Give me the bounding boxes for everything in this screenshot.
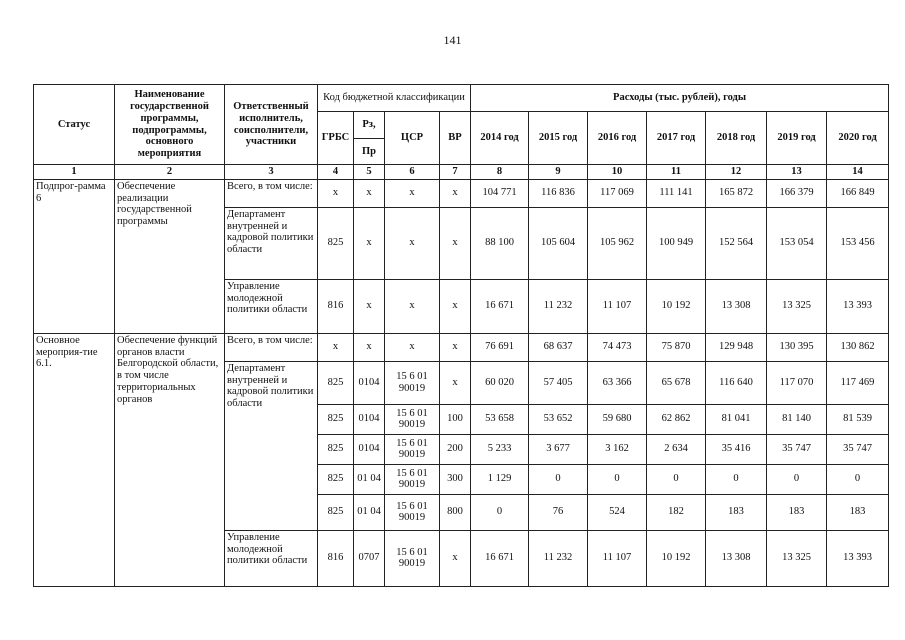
table-row bbox=[34, 179, 889, 207]
vr-cell: х bbox=[440, 179, 471, 207]
vr-cell: х bbox=[440, 333, 471, 361]
budget-table bbox=[33, 84, 889, 587]
column-number: 10 bbox=[588, 165, 647, 180]
header-budget-code: Код бюджетной классификации bbox=[318, 85, 471, 112]
csr-cell: 15 6 01 90019 bbox=[385, 494, 440, 530]
executor-cell: Всего, в том числе: bbox=[225, 179, 318, 207]
vr-cell: 300 bbox=[440, 464, 471, 494]
vr-cell: 200 bbox=[440, 434, 471, 464]
column-number: 13 bbox=[767, 165, 827, 180]
column-number: 1 bbox=[34, 165, 115, 180]
value-cell: 117 070 bbox=[767, 361, 827, 404]
value-cell: 53 652 bbox=[529, 404, 588, 434]
value-cell: 10 192 bbox=[647, 530, 706, 586]
value-cell: 183 bbox=[767, 494, 827, 530]
csr-cell: 15 6 01 90019 bbox=[385, 530, 440, 586]
rzpr-cell: 0104 bbox=[354, 434, 385, 464]
header-rz: Рз, bbox=[354, 112, 385, 139]
value-cell: 153 456 bbox=[827, 207, 889, 279]
vr-cell: х bbox=[440, 530, 471, 586]
value-cell: 1 129 bbox=[471, 464, 529, 494]
value-cell: 13 393 bbox=[827, 530, 889, 586]
value-cell: 74 473 bbox=[588, 333, 647, 361]
grbs-cell: 816 bbox=[318, 530, 354, 586]
value-cell: 524 bbox=[588, 494, 647, 530]
value-cell: 117 069 bbox=[588, 179, 647, 207]
column-number: 8 bbox=[471, 165, 529, 180]
grbs-cell: 825 bbox=[318, 434, 354, 464]
header-expenses: Расходы (тыс. рублей), годы bbox=[471, 85, 889, 112]
value-cell: 81 140 bbox=[767, 404, 827, 434]
header-vr: ВР bbox=[440, 112, 471, 165]
column-number: 2 bbox=[115, 165, 225, 180]
vr-cell: х bbox=[440, 361, 471, 404]
value-cell: 129 948 bbox=[706, 333, 767, 361]
header-csr: ЦСР bbox=[385, 112, 440, 165]
csr-cell: х bbox=[385, 279, 440, 333]
executor-cell: Департамент внутренней и кадровой политики области bbox=[225, 361, 318, 530]
grbs-cell: 825 bbox=[318, 361, 354, 404]
value-cell: 11 232 bbox=[529, 279, 588, 333]
value-cell: 57 405 bbox=[529, 361, 588, 404]
column-number: 7 bbox=[440, 165, 471, 180]
executor-cell: Департамент внутренней и кадровой политики области bbox=[225, 207, 318, 279]
value-cell: 68 637 bbox=[529, 333, 588, 361]
column-number: 6 bbox=[385, 165, 440, 180]
table-row bbox=[34, 333, 889, 361]
rzpr-cell: 0104 bbox=[354, 361, 385, 404]
csr-cell: 15 6 01 90019 bbox=[385, 404, 440, 434]
header-grbs: ГРБС bbox=[318, 112, 354, 165]
value-cell: 130 395 bbox=[767, 333, 827, 361]
value-cell: 81 041 bbox=[706, 404, 767, 434]
rzpr-cell: 01 04 bbox=[354, 464, 385, 494]
value-cell: 100 949 bbox=[647, 207, 706, 279]
value-cell: 53 658 bbox=[471, 404, 529, 434]
value-cell: 116 640 bbox=[706, 361, 767, 404]
value-cell: 153 054 bbox=[767, 207, 827, 279]
value-cell: 35 416 bbox=[706, 434, 767, 464]
column-number: 4 bbox=[318, 165, 354, 180]
status-cell: Основное мероприя-тие 6.1. bbox=[34, 333, 115, 586]
executor-cell: Всего, в том числе: bbox=[225, 333, 318, 361]
value-cell: 62 862 bbox=[647, 404, 706, 434]
value-cell: 0 bbox=[827, 464, 889, 494]
header-status: Статус bbox=[34, 85, 115, 165]
value-cell: 11 107 bbox=[588, 530, 647, 586]
csr-cell: 15 6 01 90019 bbox=[385, 361, 440, 404]
grbs-cell: х bbox=[318, 333, 354, 361]
csr-cell: х bbox=[385, 207, 440, 279]
rzpr-cell: 0104 bbox=[354, 404, 385, 434]
rzpr-cell: х bbox=[354, 179, 385, 207]
header-pr: Пр bbox=[354, 139, 385, 165]
value-cell: 2 634 bbox=[647, 434, 706, 464]
value-cell: 166 849 bbox=[827, 179, 889, 207]
page-number: 141 bbox=[443, 33, 462, 47]
value-cell: 13 325 bbox=[767, 530, 827, 586]
rzpr-cell: х bbox=[354, 333, 385, 361]
executor-cell: Управление молодежной политики области bbox=[225, 279, 318, 333]
value-cell: 130 862 bbox=[827, 333, 889, 361]
header-name: Наименование государственной программы, подпрограммы, основного мероприятия bbox=[115, 85, 225, 165]
value-cell: 75 870 bbox=[647, 333, 706, 361]
value-cell: 35 747 bbox=[767, 434, 827, 464]
value-cell: 16 671 bbox=[471, 530, 529, 586]
value-cell: 63 366 bbox=[588, 361, 647, 404]
header-year: 2019 год bbox=[767, 112, 827, 165]
value-cell: 88 100 bbox=[471, 207, 529, 279]
value-cell: 182 bbox=[647, 494, 706, 530]
grbs-cell: х bbox=[318, 179, 354, 207]
value-cell: 13 308 bbox=[706, 530, 767, 586]
csr-cell: 15 6 01 90019 bbox=[385, 464, 440, 494]
value-cell: 13 308 bbox=[706, 279, 767, 333]
header-year: 2017 год bbox=[647, 112, 706, 165]
value-cell: 3 162 bbox=[588, 434, 647, 464]
value-cell: 10 192 bbox=[647, 279, 706, 333]
header-year: 2018 год bbox=[706, 112, 767, 165]
value-cell: 81 539 bbox=[827, 404, 889, 434]
csr-cell: 15 6 01 90019 bbox=[385, 434, 440, 464]
value-cell: 76 bbox=[529, 494, 588, 530]
value-cell: 116 836 bbox=[529, 179, 588, 207]
header-executor: Ответственный исполнитель, соисполнители, участники bbox=[225, 85, 318, 165]
executor-cell: Управление молодежной политики области bbox=[225, 530, 318, 586]
rzpr-cell: х bbox=[354, 279, 385, 333]
rzpr-cell: 01 04 bbox=[354, 494, 385, 530]
vr-cell: х bbox=[440, 279, 471, 333]
csr-cell: х bbox=[385, 333, 440, 361]
grbs-cell: 825 bbox=[318, 464, 354, 494]
grbs-cell: 825 bbox=[318, 404, 354, 434]
value-cell: 183 bbox=[827, 494, 889, 530]
rzpr-cell: х bbox=[354, 207, 385, 279]
name-cell: Обеспечение функций органов власти Белгородской области, в том числе территориальных органов bbox=[115, 333, 225, 586]
value-cell: 111 141 bbox=[647, 179, 706, 207]
header-year: 2014 год bbox=[471, 112, 529, 165]
value-cell: 16 671 bbox=[471, 279, 529, 333]
column-number: 3 bbox=[225, 165, 318, 180]
value-cell: 165 872 bbox=[706, 179, 767, 207]
column-number: 5 bbox=[354, 165, 385, 180]
value-cell: 59 680 bbox=[588, 404, 647, 434]
value-cell: 11 107 bbox=[588, 279, 647, 333]
grbs-cell: 816 bbox=[318, 279, 354, 333]
value-cell: 183 bbox=[706, 494, 767, 530]
value-cell: 60 020 bbox=[471, 361, 529, 404]
value-cell: 0 bbox=[706, 464, 767, 494]
value-cell: 105 962 bbox=[588, 207, 647, 279]
vr-cell: х bbox=[440, 207, 471, 279]
vr-cell: 100 bbox=[440, 404, 471, 434]
header-year: 2016 год bbox=[588, 112, 647, 165]
value-cell: 105 604 bbox=[529, 207, 588, 279]
status-cell: Подпрог-рамма 6 bbox=[34, 179, 115, 333]
value-cell: 11 232 bbox=[529, 530, 588, 586]
grbs-cell: 825 bbox=[318, 207, 354, 279]
column-number: 9 bbox=[529, 165, 588, 180]
value-cell: 0 bbox=[647, 464, 706, 494]
rzpr-cell: 0707 bbox=[354, 530, 385, 586]
value-cell: 76 691 bbox=[471, 333, 529, 361]
name-cell: Обеспечение реализации государственной программы bbox=[115, 179, 225, 333]
value-cell: 13 325 bbox=[767, 279, 827, 333]
value-cell: 104 771 bbox=[471, 179, 529, 207]
value-cell: 117 469 bbox=[827, 361, 889, 404]
column-number: 14 bbox=[827, 165, 889, 180]
value-cell: 166 379 bbox=[767, 179, 827, 207]
value-cell: 0 bbox=[471, 494, 529, 530]
value-cell: 5 233 bbox=[471, 434, 529, 464]
vr-cell: 800 bbox=[440, 494, 471, 530]
value-cell: 0 bbox=[588, 464, 647, 494]
header-year: 2015 год bbox=[529, 112, 588, 165]
header-year: 2020 год bbox=[827, 112, 889, 165]
value-cell: 0 bbox=[767, 464, 827, 494]
value-cell: 3 677 bbox=[529, 434, 588, 464]
column-number: 11 bbox=[647, 165, 706, 180]
value-cell: 0 bbox=[529, 464, 588, 494]
csr-cell: х bbox=[385, 179, 440, 207]
value-cell: 13 393 bbox=[827, 279, 889, 333]
value-cell: 35 747 bbox=[827, 434, 889, 464]
grbs-cell: 825 bbox=[318, 494, 354, 530]
value-cell: 65 678 bbox=[647, 361, 706, 404]
value-cell: 152 564 bbox=[706, 207, 767, 279]
column-number: 12 bbox=[706, 165, 767, 180]
